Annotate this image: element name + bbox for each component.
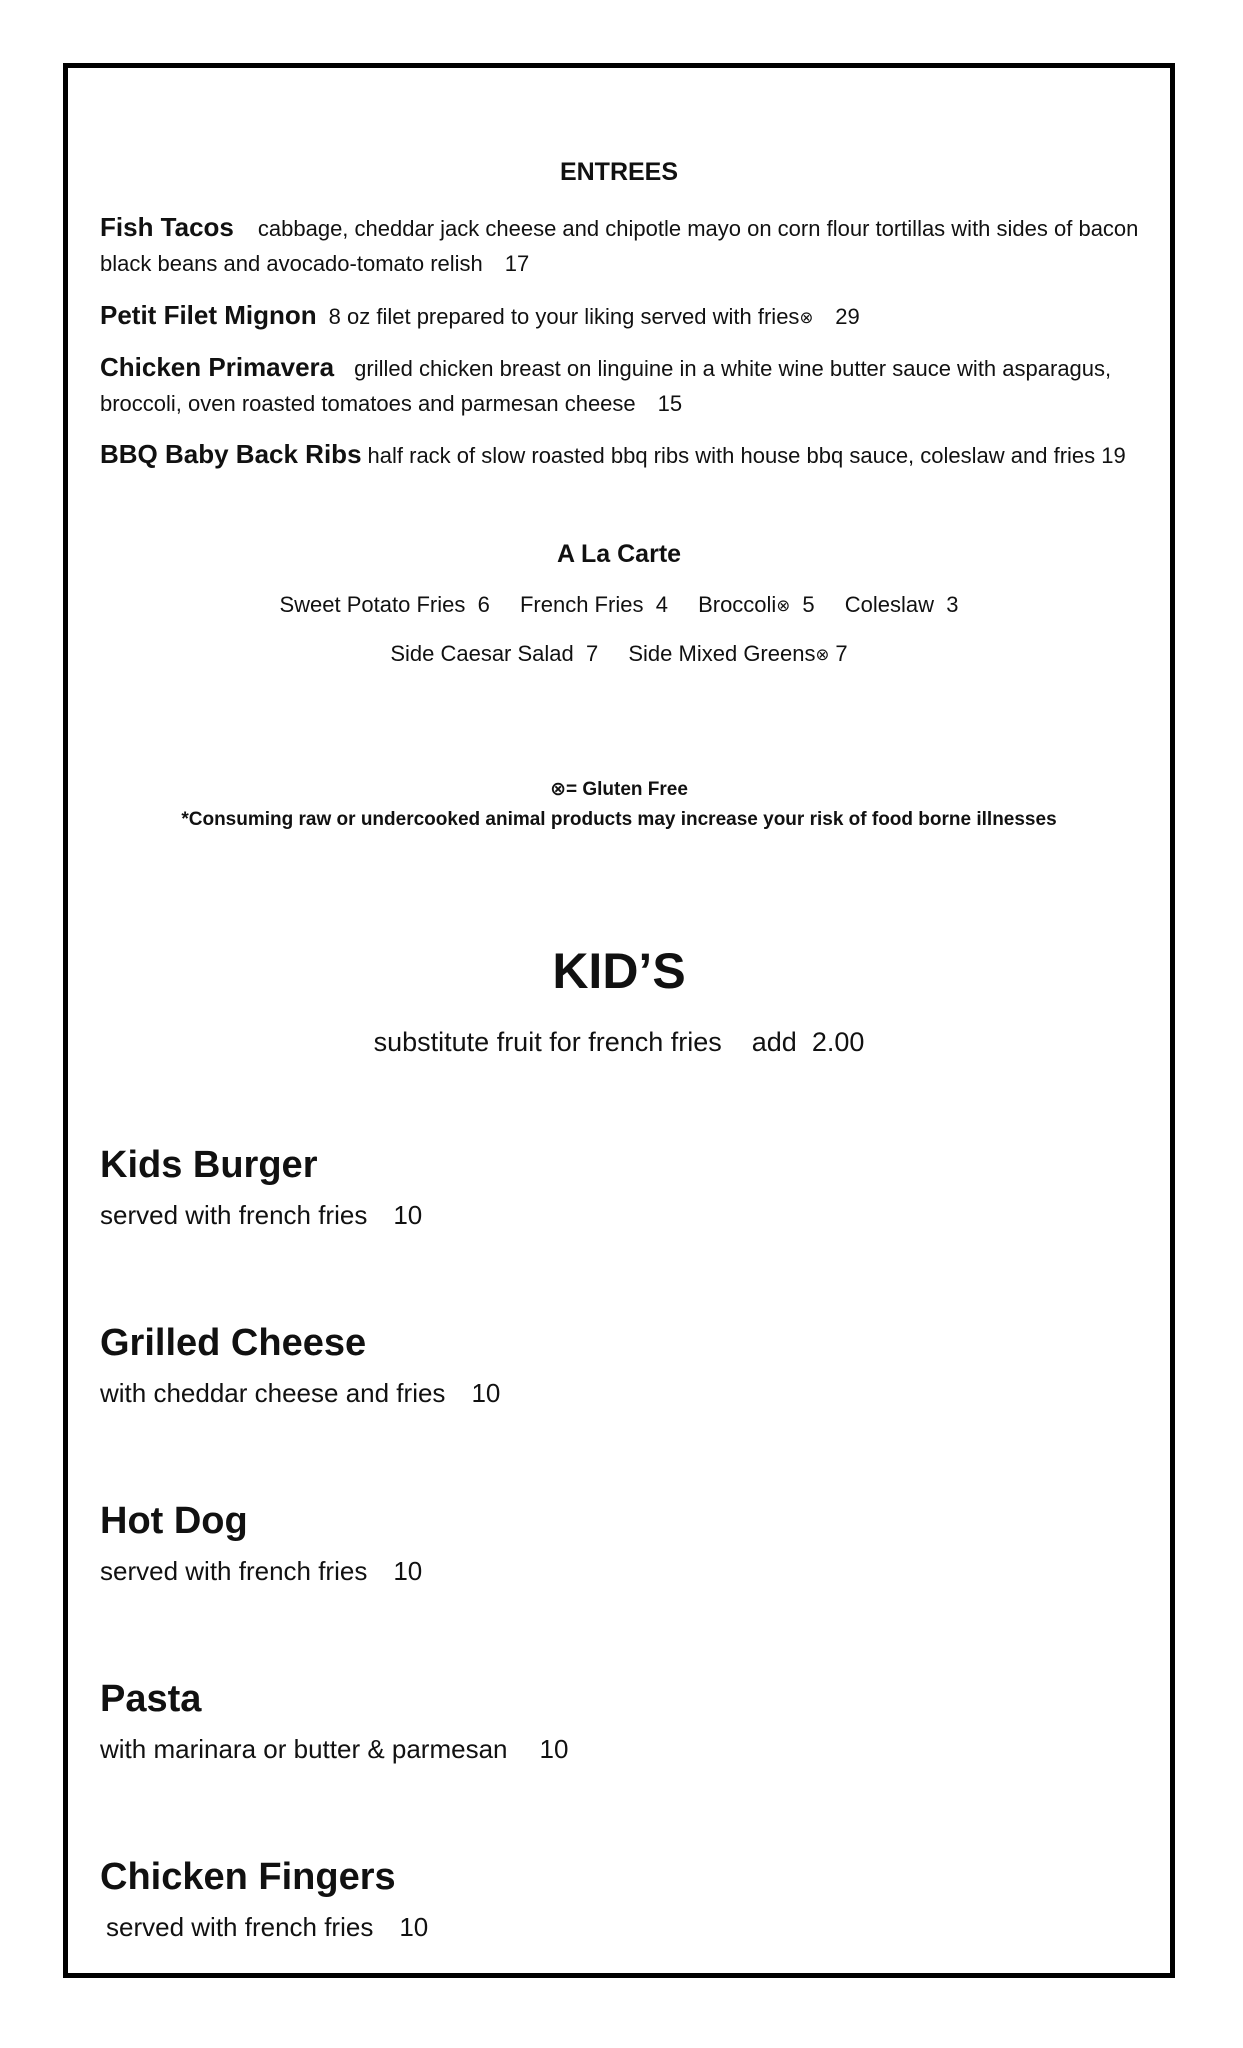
kids-item-name: Hot Dog [100, 1500, 248, 1542]
gluten-free-icon: ⊗ [815, 646, 830, 664]
kids-item-desc: served with french fries 10 [106, 1912, 429, 1942]
kids-subtitle: substitute fruit for french fries add 2.00 [373, 1027, 865, 1057]
entree-desc: grilled chicken breast on linguine in a white wine butter sauce with asparagus, broccoli, oven roasted tomatoes and parmesan cheese [100, 356, 1112, 416]
alacarte-item: Broccoli⊗ 5 [698, 592, 815, 617]
alacarte-item: Coleslaw 3 [844, 592, 959, 617]
entree-name: BBQ Baby Back Ribs [100, 439, 362, 469]
alacarte-item: Sweet Potato Fries 6 [279, 592, 490, 617]
kids-item-name: Kids Burger [100, 1144, 318, 1186]
kids-item-price: 10 [539, 1734, 569, 1764]
alacarte-row-1 [63, 592, 1175, 618]
kids-item-desc: served with french fries 10 [100, 1200, 423, 1230]
kids-item-name: Grilled Cheese [100, 1322, 367, 1364]
kids-item-price: 10 [393, 1200, 423, 1230]
entree-price: 29 [835, 304, 860, 329]
entree-name: Petit Filet Mignon [100, 300, 317, 330]
kids-item-desc: served with french fries 10 [100, 1556, 423, 1586]
entree-desc: half rack of slow roasted bbq ribs with house bbq sauce, coleslaw and fries 19 [367, 443, 1126, 468]
kids-title: KID’S [552, 943, 686, 999]
gluten-free-legend: ⊗= Gluten Free [550, 779, 688, 800]
kids-item-name: Chicken Fingers [100, 1856, 396, 1898]
raw-food-warning: *Consuming raw or undercooked animal products may increase your risk of food borne illnesses [181, 809, 1057, 830]
kids-item-price: 10 [393, 1556, 423, 1586]
entrees-heading: ENTREES [559, 158, 679, 186]
kids-item-desc: with marinara or butter & parmesan 10 [100, 1734, 569, 1764]
kids-item-price: 10 [471, 1378, 501, 1408]
alacarte-row-2 [63, 641, 1175, 667]
alacarte-item: Side Mixed Greens⊗ 7 [628, 641, 848, 666]
entree-price: 15 [657, 391, 683, 416]
alacarte-item: Side Caesar Salad 7 [390, 641, 599, 666]
gluten-free-icon: ⊗ [799, 309, 814, 327]
entree-desc: cabbage, cheddar jack cheese and chipotle mayo on corn flour tortillas with sides of bacon black beans and avocado-tomato relish [100, 216, 1139, 276]
entree-name: Chicken Primavera [100, 352, 335, 382]
alacarte-item: French Fries 4 [519, 592, 668, 617]
entree-price: 17 [504, 251, 530, 276]
entree-name: Fish Tacos [100, 212, 234, 242]
gluten-free-icon: ⊗ [776, 597, 791, 615]
alacarte-heading: A La Carte [556, 540, 682, 568]
kids-item-desc: with cheddar cheese and fries 10 [100, 1378, 501, 1408]
kids-item-name: Pasta [100, 1678, 202, 1720]
kids-item-price: 10 [399, 1912, 429, 1942]
entree-bbq-baby-back-ribs [100, 437, 1150, 473]
entree-chicken-primavera [100, 350, 1150, 421]
entree-petit-filet-mignon [100, 298, 1150, 336]
entree-desc: 8 oz filet prepared to your liking served with fries [328, 304, 800, 329]
entree-fish-tacos [100, 210, 1150, 281]
